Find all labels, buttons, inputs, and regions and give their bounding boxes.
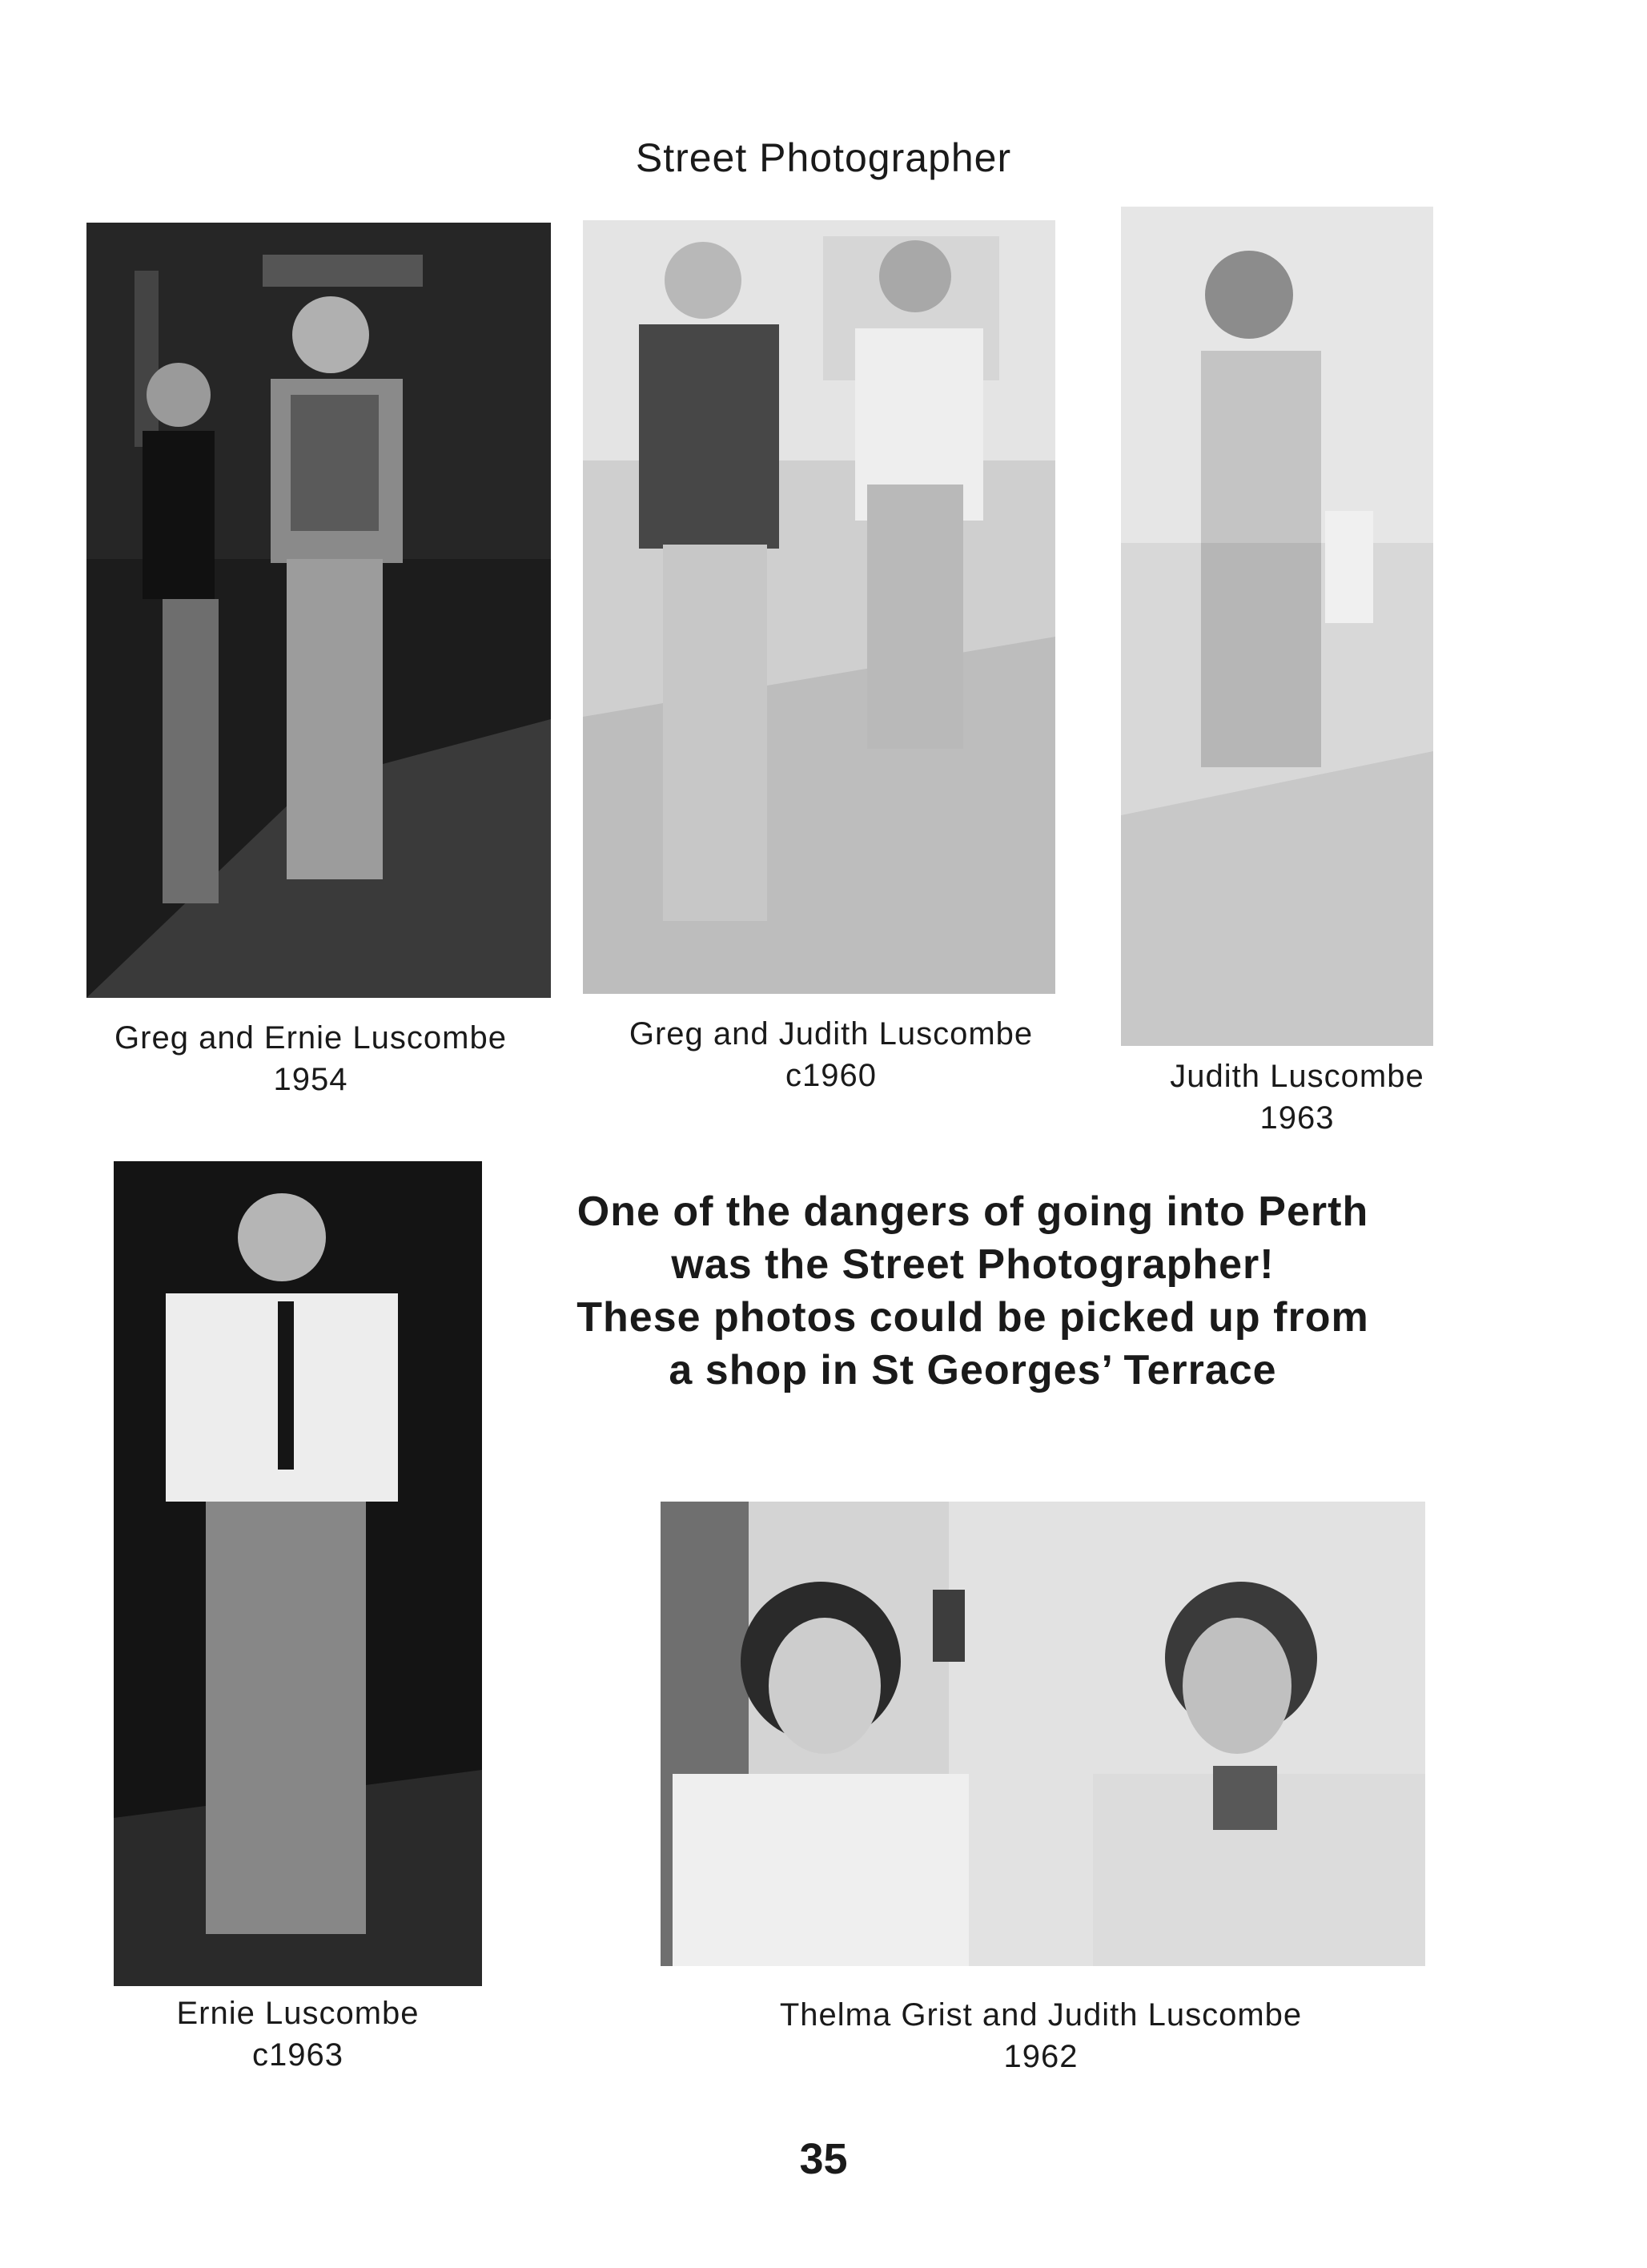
photo-thelma-and-judith (661, 1502, 1425, 1966)
photo-caption (90, 1993, 506, 2076)
photo-judith-1963 (1121, 207, 1433, 1046)
caption-names: Thelma Grist and Judith Luscombe (779, 1997, 1303, 2033)
page-number: 35 (799, 2135, 848, 2183)
caption-year: c1963 (252, 2037, 343, 2073)
photo-caption (1105, 1056, 1489, 1139)
quote-line: a shop in St Georges’ Terrace (669, 1347, 1277, 1393)
caption-names: Greg and Judith Luscombe (629, 1016, 1034, 1052)
caption-year: 1954 (273, 1062, 348, 1097)
quote-text-block (512, 1185, 1433, 1397)
page-title: Street Photographer (635, 135, 1012, 180)
photo-ernie-1963 (114, 1161, 482, 1986)
quote-line: was the Street Photographer! (671, 1241, 1275, 1288)
caption-year: 1962 (1003, 2039, 1079, 2074)
quote-line: These photos could be picked up from (576, 1294, 1369, 1341)
photo-caption (575, 1013, 1087, 1096)
photo-greg-and-ernie (86, 223, 551, 998)
caption-names: Judith Luscombe (1170, 1059, 1424, 1094)
photo-greg-and-judith (583, 220, 1055, 994)
caption-year: 1963 (1259, 1100, 1335, 1136)
photo-caption (62, 1017, 559, 1100)
caption-names: Ernie Luscombe (176, 1996, 420, 2031)
caption-names: Greg and Ernie Luscombe (114, 1020, 507, 1056)
caption-year: c1960 (785, 1058, 877, 1093)
photo-caption (641, 1994, 1441, 2077)
quote-line: One of the dangers of going into Perth (576, 1188, 1369, 1235)
